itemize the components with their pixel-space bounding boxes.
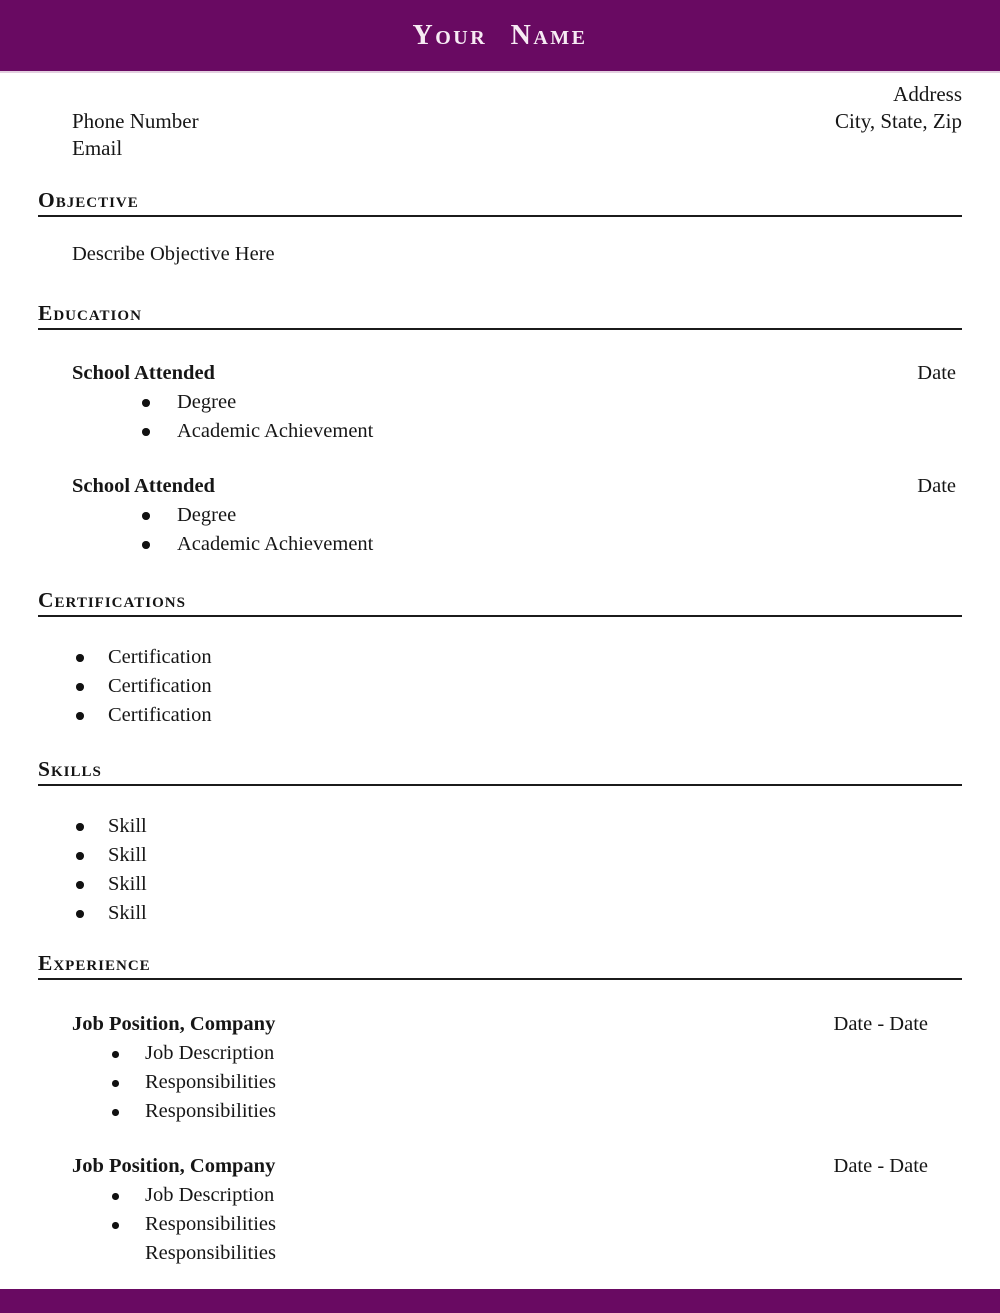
skill-text: Skill	[108, 815, 147, 837]
contact-row-address	[38, 81, 962, 108]
section-education	[38, 302, 962, 559]
skills-heading: Skills	[38, 758, 962, 786]
experience-entry-header	[38, 1010, 962, 1039]
degree-text: Degree	[177, 391, 237, 413]
responsibility-text: Responsibilities	[145, 1071, 276, 1093]
list-item	[38, 899, 962, 928]
bullet-icon	[112, 1051, 119, 1058]
objective-body-text: Describe Objective Here	[72, 243, 275, 265]
page-title: Your Name	[412, 19, 588, 51]
education-date: Date	[917, 362, 956, 384]
section-certifications	[38, 589, 962, 730]
education-date: Date	[917, 475, 956, 497]
bullet-icon	[142, 399, 150, 407]
certifications-list	[38, 643, 962, 730]
bullet-icon	[112, 1222, 119, 1229]
bullet-icon	[142, 541, 150, 549]
list-item	[38, 1210, 962, 1239]
education-entry-header	[38, 472, 962, 501]
school-name: School Attended	[72, 475, 215, 497]
achievement-text: Academic Achievement	[177, 533, 374, 555]
experience-date-range: Date - Date	[833, 1013, 928, 1035]
contact-row-email	[38, 135, 962, 162]
contact-block	[38, 81, 962, 162]
bullet-icon	[112, 1193, 119, 1200]
achievement-text: Academic Achievement	[177, 420, 374, 442]
address-text: Address	[893, 82, 962, 106]
responsibility-text: Responsibilities	[145, 1242, 276, 1264]
list-item	[38, 812, 962, 841]
list-item	[38, 701, 962, 730]
list-item	[38, 530, 962, 559]
experience-bullet-list	[38, 1181, 962, 1268]
bullet-icon	[76, 910, 84, 918]
bullet-icon	[112, 1109, 119, 1116]
job-position: Job Position, Company	[72, 1013, 276, 1035]
list-item	[38, 417, 962, 446]
skill-text: Skill	[108, 873, 147, 895]
experience-entry	[38, 1152, 962, 1268]
skills-list	[38, 812, 962, 928]
experience-entry-header	[38, 1152, 962, 1181]
contact-row-phone-city	[38, 108, 962, 135]
bullet-icon	[142, 512, 150, 520]
email-text: Email	[72, 136, 123, 160]
certification-text: Certification	[108, 646, 212, 668]
responsibility-text: Responsibilities	[145, 1213, 276, 1235]
section-objective	[38, 189, 962, 269]
bullet-icon	[76, 823, 84, 831]
header-band	[0, 0, 1000, 73]
certification-text: Certification	[108, 675, 212, 697]
bullet-icon	[142, 428, 150, 436]
list-item	[38, 1068, 962, 1097]
bullet-icon	[76, 654, 84, 662]
job-description-text: Job Description	[145, 1042, 275, 1064]
bullet-icon	[112, 1080, 119, 1087]
certifications-heading: Certifications	[38, 589, 962, 617]
bullet-icon	[76, 683, 84, 691]
certification-text: Certification	[108, 704, 212, 726]
list-item	[38, 870, 962, 899]
bullet-icon	[76, 712, 84, 720]
bullet-icon	[76, 881, 84, 889]
section-skills	[38, 758, 962, 928]
job-description-text: Job Description	[145, 1184, 275, 1206]
education-bullet-list	[38, 501, 962, 559]
experience-entry	[38, 1010, 962, 1126]
objective-heading: Objective	[38, 189, 962, 217]
education-heading: Education	[38, 302, 962, 330]
city-state-zip-text: City, State, Zip	[835, 109, 962, 133]
responsibility-text: Responsibilities	[145, 1100, 276, 1122]
skill-text: Skill	[108, 844, 147, 866]
degree-text: Degree	[177, 504, 237, 526]
list-item	[38, 1039, 962, 1068]
list-item	[38, 1239, 962, 1268]
section-experience	[38, 952, 962, 1268]
skill-text: Skill	[108, 902, 147, 924]
list-item	[38, 388, 962, 417]
footer-band	[0, 1289, 1000, 1313]
phone-text: Phone Number	[72, 109, 199, 133]
bullet-icon	[76, 852, 84, 860]
experience-date-range: Date - Date	[833, 1155, 928, 1177]
list-item	[38, 501, 962, 530]
list-item	[38, 841, 962, 870]
experience-heading: Experience	[38, 952, 962, 980]
education-entry-header	[38, 359, 962, 388]
education-entry	[38, 359, 962, 446]
list-item	[38, 643, 962, 672]
list-item	[38, 672, 962, 701]
job-position: Job Position, Company	[72, 1155, 276, 1177]
education-bullet-list	[38, 388, 962, 446]
education-entry	[38, 472, 962, 559]
school-name: School Attended	[72, 362, 215, 384]
list-item	[38, 1097, 962, 1126]
list-item	[38, 1181, 962, 1210]
experience-bullet-list	[38, 1039, 962, 1126]
